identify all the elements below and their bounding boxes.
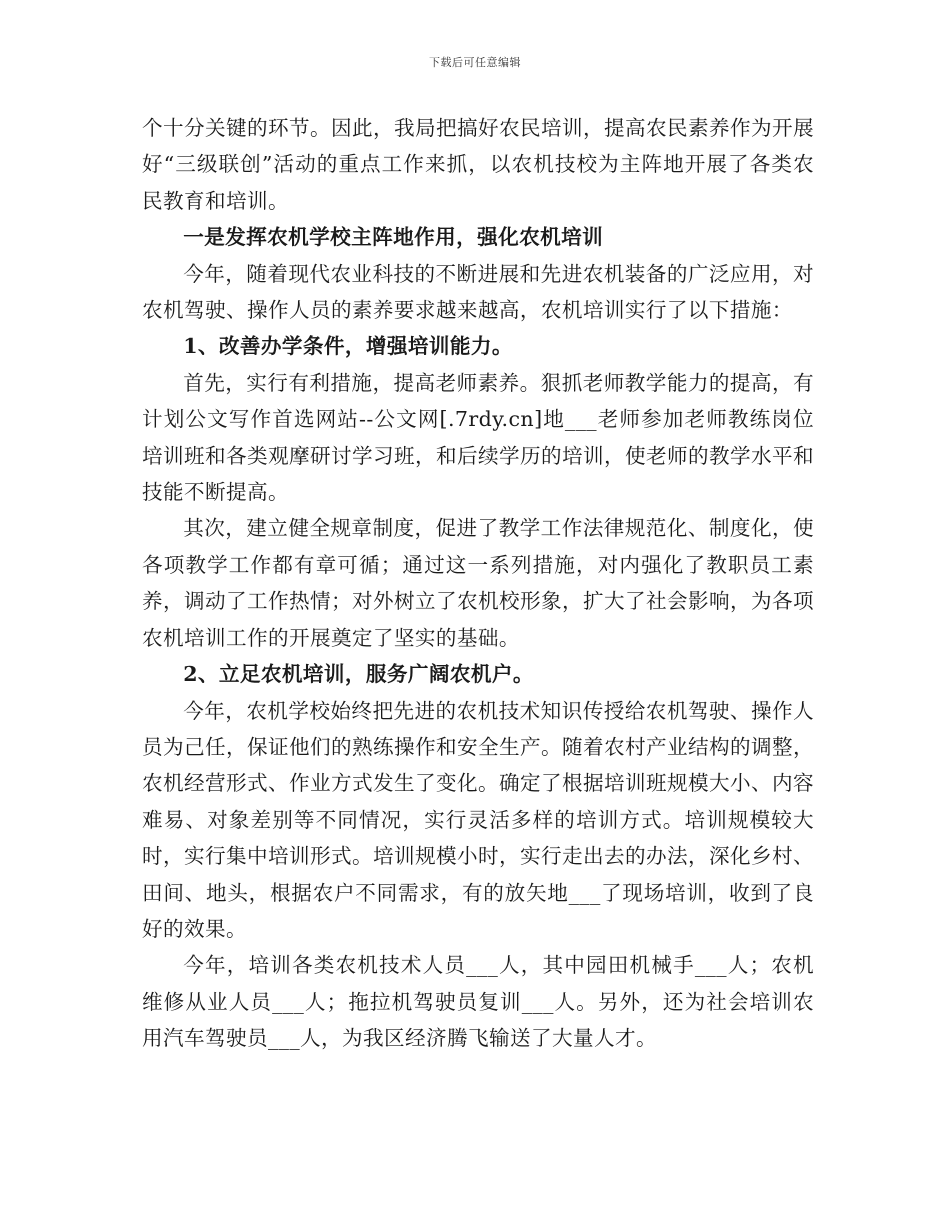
paragraph-training-results: 今年，培训各类农机技术人员___人，其中园田机械手___人；农机维修从业人员___人；拖拉机驾驶员复训___人。另外，还为社会培训农用汽车驾驶员___人，为我区经济腾飞输送了大量人才。 <box>142 953 814 1051</box>
page-header: 下载后可任意编辑 <box>429 56 521 69</box>
paragraph-teachers: 首先，实行有利措施，提高老师素养。狠抓老师教学能力的提高，有计划公文写作首选网站--公文网[.7rdy.cn]地___老师参加老师教练岗位培训班和各类观摩研讨学习班，和后续学历的培训，使老师的教学水平和技能不断提高。 <box>142 370 814 505</box>
subheading-2: 2、立足农机培训，服务广阔农机户。 <box>183 662 534 687</box>
document-body <box>142 110 814 1057</box>
section-heading-1: 一是发挥农机学校主阵地作用，强化农机培训 <box>183 225 604 250</box>
paragraph-regulations: 其次，建立健全规章制度，促进了教学工作法律规范化、制度化，使各项教学工作都有章可循；通过这一系列措施，对内强化了教职员工素养，调动了工作热情；对外树立了农机校形象，扩大了社会影响，为各项农机培训工作的开展奠定了坚实的基础。 <box>142 516 814 650</box>
paragraph-intro: 个十分关键的环节。因此，我局把搞好农民培训，提高农民素养作为开展好“三级联创”活动的重点工作来抓，以农机技校为主阵地开展了各类农民教育和培训。 <box>142 116 814 213</box>
paragraph-training-methods: 今年，农机学校始终把先进的农机技术知识传授给农机驾驶、操作人员为己任，保证他们的熟练操作和安全生产。随着农村产业结构的调整，农机经营形式、作业方式发生了变化。确定了根据培训班规模大小、内容难易、对象差别等不同情况，实行灵活多样的培训方式。培训规模较大时，实行集中培训形式。培训规模小时，实行走出去的办法，深化乡村、田间、地头，根据农户不同需求，有的放矢地___了现场培训，收到了良好的效果。 <box>142 698 814 941</box>
subheading-1: 1、改善办学条件，增强培训能力。 <box>183 334 513 359</box>
paragraph-measures: 今年，随着现代农业科技的不断进展和先进农机装备的广泛应用，对农机驾驶、操作人员的素养要求越来越高，农机培训实行了以下措施： <box>142 261 814 323</box>
